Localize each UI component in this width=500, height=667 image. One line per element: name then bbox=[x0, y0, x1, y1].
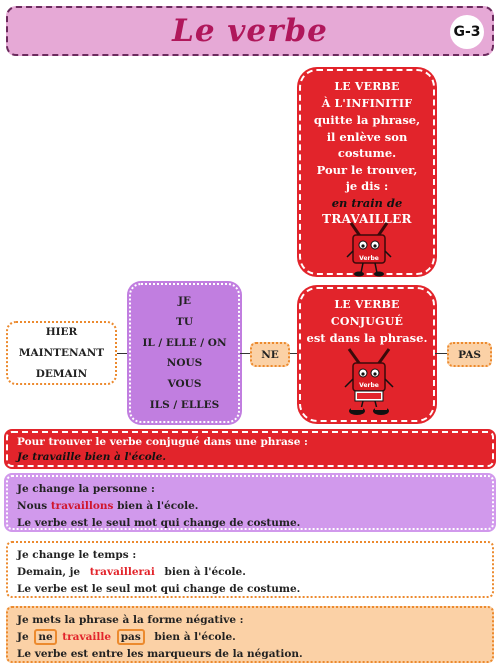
find-verb-instruction: Pour trouver le verbe conjugué dans une phrase : bbox=[17, 436, 308, 448]
example-pas-marker: pas bbox=[117, 629, 145, 645]
change-time-note: Le verbe est le seul mot qui change de costume. bbox=[17, 583, 301, 595]
negative-note: Le verbe est entre les marqueurs de la négation. bbox=[17, 648, 303, 660]
verb-mascot-naked-icon bbox=[343, 221, 395, 279]
infinitive-line-9: TRAVAILLER bbox=[322, 212, 412, 226]
negative-form-panel bbox=[6, 606, 494, 663]
pronoun-vous: VOUS bbox=[167, 377, 202, 390]
change-time-panel bbox=[6, 541, 494, 598]
example-rest: bien à l'école. bbox=[164, 566, 246, 578]
page-title: Le verbe bbox=[172, 13, 328, 49]
title-bar bbox=[6, 6, 494, 56]
infinitive-line-2: À L'INFINITIF bbox=[321, 96, 413, 110]
example-rest: bien à l'école. bbox=[117, 500, 199, 512]
pronoun-ils-elles: ILS / ELLES bbox=[149, 398, 220, 411]
pas-marker-box: PAS bbox=[447, 342, 492, 367]
mascot-label: Verbe bbox=[359, 382, 379, 389]
pronoun-tu: TU bbox=[176, 315, 193, 328]
ne-marker-box: NE bbox=[250, 342, 290, 367]
infinitive-line-1: LE VERBE bbox=[334, 80, 400, 93]
conjugated-line-3: est dans la phrase. bbox=[306, 331, 428, 345]
time-word-yesterday: HIER bbox=[45, 325, 78, 338]
time-words-box bbox=[6, 321, 117, 385]
change-person-note: Le verbe est le seul mot qui change de costume. bbox=[17, 517, 301, 529]
verb-mascot-costume-icon bbox=[341, 347, 397, 417]
connector-time-pronouns bbox=[117, 353, 129, 354]
infinitive-line-7: je dis : bbox=[345, 179, 389, 193]
infinitive-line-3: quitte la phrase, bbox=[313, 113, 421, 127]
conjugated-line-2: CONJUGUÉ bbox=[330, 314, 404, 328]
example-verb: travaillons bbox=[50, 500, 114, 512]
connector-ne-verb bbox=[290, 353, 299, 354]
find-verb-example: Je travaille bien à l'école. bbox=[17, 451, 167, 463]
pronoun-nous: NOUS bbox=[166, 357, 203, 370]
time-word-tomorrow: DEMAIN bbox=[35, 367, 88, 380]
change-time-example bbox=[17, 564, 483, 581]
negative-example bbox=[17, 629, 483, 646]
connector-pronouns-ne bbox=[240, 353, 250, 354]
time-word-now: MAINTENANT bbox=[18, 346, 105, 359]
infinitive-line-4: il enlève son bbox=[326, 129, 408, 144]
pronouns-box bbox=[129, 283, 240, 423]
find-verb-panel bbox=[6, 431, 494, 467]
conjugated-line-1: LE VERBE bbox=[334, 298, 400, 311]
sheet-code-badge: G-3 bbox=[450, 15, 484, 49]
connector-verb-pas bbox=[435, 353, 447, 354]
example-subject: Demain, je bbox=[17, 566, 81, 578]
pronoun-il-elle-on: IL / ELLE / ON bbox=[142, 336, 227, 349]
change-person-panel bbox=[6, 475, 494, 530]
mascot-label: Verbe bbox=[359, 255, 379, 262]
pronoun-je: JE bbox=[178, 295, 191, 308]
example-verb: travaille bbox=[62, 631, 112, 643]
conjugated-verb-box bbox=[299, 287, 435, 422]
example-rest: bien à l'école. bbox=[154, 631, 236, 643]
change-person-heading: Je change la personne : bbox=[17, 483, 155, 495]
example-verb: travaillerai bbox=[89, 566, 155, 578]
change-time-heading: Je change le temps : bbox=[17, 549, 137, 561]
infinitive-line-6: Pour le trouver, bbox=[316, 162, 418, 177]
infinitive-line-5: costume. bbox=[337, 146, 397, 160]
example-subject: Je bbox=[17, 631, 29, 643]
negative-heading: Je mets la phrase à la forme négative : bbox=[17, 614, 244, 626]
infinitive-box bbox=[299, 69, 435, 275]
change-person-example bbox=[17, 498, 483, 515]
infinitive-line-8: en train de bbox=[331, 195, 403, 210]
example-subject: Nous bbox=[17, 500, 48, 512]
example-ne-marker: ne bbox=[34, 629, 56, 645]
